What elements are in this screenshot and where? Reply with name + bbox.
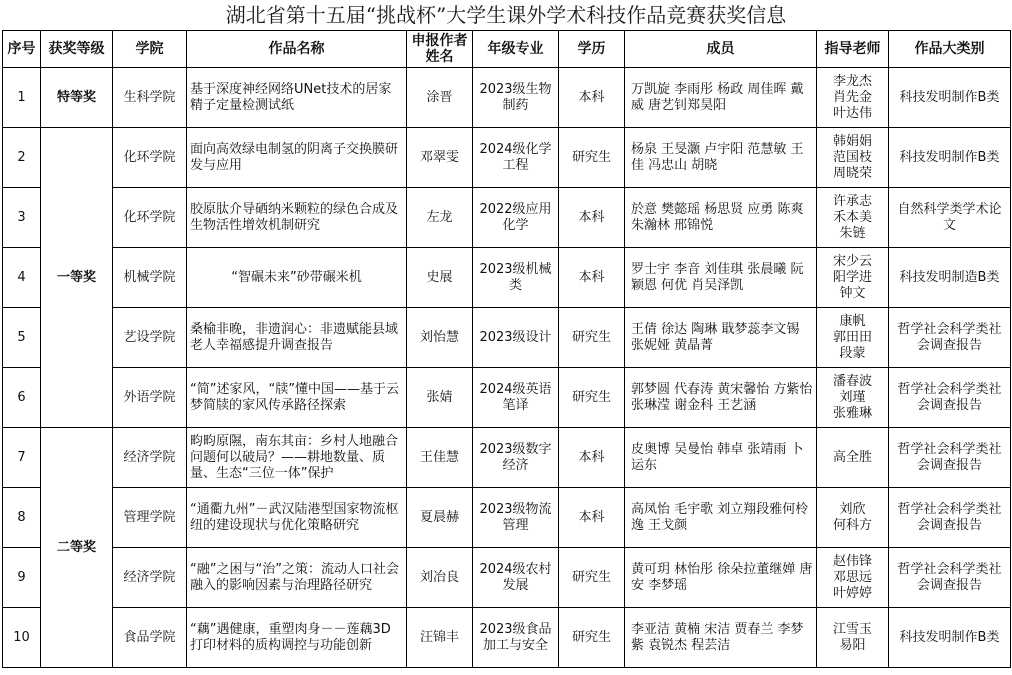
row-category: 哲学社会科学类社会调查报告 [889,428,1011,488]
table-row [3,608,1011,668]
table-row [3,308,1011,368]
row-work: “藕”遇健康，重塑肉身－－莲藕3D打印材料的质构调控与功能创新 [187,608,407,668]
row-category: 科技发明制造B类 [889,248,1011,308]
row-category: 哲学社会科学类社会调查报告 [889,368,1011,428]
advisor: 李龙杰 [832,73,872,89]
row-grade: 2023级生物制药 [473,68,559,128]
row-members: 杨泉 王旻灏 卢宇阳 范慧敏 王佳 冯忠山 胡晓 [625,128,817,188]
awards-table [2,30,1011,668]
header-members: 成员 [625,31,817,68]
advisor: 段蒙 [839,345,866,361]
row-college: 食品学院 [113,608,187,668]
row-members: 黄可玥 林怡彤 徐朵拉董继婵 唐安 李梦瑶 [625,548,817,608]
row-degree: 本科 [559,188,625,248]
row-author: 邓翠雯 [407,128,473,188]
row-degree: 研究生 [559,308,625,368]
row-college: 机械学院 [113,248,187,308]
row-advisors [817,488,889,548]
row-author: 史展 [407,248,473,308]
row-college: 管理学院 [113,488,187,548]
advisor: 张雅琳 [832,405,872,421]
row-members: 高凤怡 毛宇歌 刘立翔段雅何柃逸 王戈颜 [625,488,817,548]
row-work: “融”之困与“治”之策：流动人口社会融入的影响因素与治理路径研究 [187,548,407,608]
row-work: “简”述家风，“牍”懂中国——基于云梦简牍的家风传承路径探索 [187,368,407,428]
row-degree: 研究生 [559,548,625,608]
row-advisors [817,368,889,428]
advisor: 何科方 [832,517,872,533]
row-degree: 本科 [559,68,625,128]
row-advisors [817,128,889,188]
advisor: 禾本美 [832,209,872,225]
row-college: 化环学院 [113,128,187,188]
row-work: 基于深度神经网络UNet技术的居家精子定量检测试纸 [187,68,407,128]
table-row [3,368,1011,428]
row-work: 桑榆非晚，非遗润心：非遗赋能县域老人幸福感提升调查报告 [187,308,407,368]
advisor: 宋少云 [832,253,872,269]
table-row [3,188,1011,248]
row-advisors [817,248,889,308]
row-college: 外语学院 [113,368,187,428]
row-members: 李亚洁 黄楠 宋洁 贾春兰 李梦紫 袁锐杰 程芸洁 [625,608,817,668]
table-row [3,548,1011,608]
advisor: 郭田田 [832,329,872,345]
advisor: 潘春波 [832,373,872,389]
row-members: 皮奥博 吴曼怡 韩卓 张靖雨 卜运东 [625,428,817,488]
row-no: 5 [3,308,41,368]
row-advisors [817,68,889,128]
row-advisors [817,308,889,368]
advisor: 高全胜 [832,449,872,465]
row-degree: 研究生 [559,608,625,668]
row-members: 王倩 徐达 陶琳 戢梦蕊李文锡 张妮娅 黄晶菁 [625,308,817,368]
row-grade: 2023级数字经济 [473,428,559,488]
row-degree: 本科 [559,248,625,308]
advisor: 周晓荣 [832,165,872,181]
award-level-special: 特等奖 [41,68,113,128]
row-author: 涂晋 [407,68,473,128]
advisor: 朱链 [839,225,866,241]
award-level-second: 二等奖 [41,428,113,668]
advisor: 刘瑾 [839,389,866,405]
table-row [3,488,1011,548]
table-row [3,128,1011,188]
row-advisors [817,608,889,668]
award-level-first: 一等奖 [41,128,113,428]
row-grade: 2023级食品加工与安全 [473,608,559,668]
row-advisors [817,188,889,248]
row-grade: 2023级物流管理 [473,488,559,548]
row-no: 1 [3,68,41,128]
row-degree: 本科 [559,488,625,548]
page-title: 湖北省第十五届“挑战杯”大学生课外学术科技作品竞赛获奖信息 [225,3,787,27]
row-author: 王佳慧 [407,428,473,488]
row-no: 7 [3,428,41,488]
row-college: 生科学院 [113,68,187,128]
header-row [3,31,1011,68]
row-category: 科技发明制作B类 [889,68,1011,128]
row-college: 化环学院 [113,188,187,248]
row-grade: 2024级农村发展 [473,548,559,608]
row-no: 9 [3,548,41,608]
row-no: 3 [3,188,41,248]
row-no: 2 [3,128,41,188]
row-category: 自然科学类学术论文 [889,188,1011,248]
header-no: 序号 [3,31,41,68]
advisor: 康帆 [839,313,866,329]
row-author: 张婧 [407,368,473,428]
row-members: 於意 樊懿瑶 杨思贤 应勇 陈爽 朱瀚林 邢锦悦 [625,188,817,248]
header-level: 获奖等级 [41,31,113,68]
row-no: 10 [3,608,41,668]
header-author: 申报作者姓名 [407,31,473,68]
table-row [3,68,1011,128]
row-work: 胶原肽介导硒纳米颗粒的绿色合成及生物活性增效机制研究 [187,188,407,248]
row-category: 科技发明制作B类 [889,128,1011,188]
row-degree: 研究生 [559,128,625,188]
advisor: 邓思远 [832,569,872,585]
header-college: 学院 [113,31,187,68]
row-members: 万凯旋 李雨彤 杨政 周佳晖 戴威 唐艺钊郑昊阳 [625,68,817,128]
advisor: 许承志 [832,193,872,209]
row-category: 哲学社会科学类社会调查报告 [889,308,1011,368]
advisor: 钟文 [839,285,866,301]
row-grade: 2023级机械类 [473,248,559,308]
row-grade: 2024级化学工程 [473,128,559,188]
row-category: 哲学社会科学类社会调查报告 [889,548,1011,608]
row-degree: 本科 [559,428,625,488]
header-degree: 学历 [559,31,625,68]
row-college: 经济学院 [113,428,187,488]
header-category: 作品大类别 [889,31,1011,68]
advisor: 阳学进 [832,269,872,285]
row-work: “智碾未来”砂带碾米机 [187,248,407,308]
row-author: 刘冶良 [407,548,473,608]
row-work: “通衢九州”－武汉陆港型国家物流枢纽的建设现状与优化策略研究 [187,488,407,548]
row-category: 哲学社会科学类社会调查报告 [889,488,1011,548]
table-row [3,428,1011,488]
row-author: 刘怡慧 [407,308,473,368]
row-author: 汪锦丰 [407,608,473,668]
row-members: 罗士宇 李音 刘佳琪 张晨曦 阮颖恩 何优 肖吴泽凯 [625,248,817,308]
row-grade: 2022级应用化学 [473,188,559,248]
row-degree: 研究生 [559,368,625,428]
row-grade: 2023级设计 [473,308,559,368]
row-advisors [817,548,889,608]
header-work: 作品名称 [187,31,407,68]
table-row [3,248,1011,308]
advisor: 韩娟娟 [832,133,872,149]
advisor: 肖先金 [832,89,872,105]
row-no: 8 [3,488,41,548]
row-college: 艺设学院 [113,308,187,368]
advisor: 叶达伟 [832,105,872,121]
advisor: 易阳 [839,637,866,653]
advisor: 刘欣 [839,501,866,517]
row-category: 科技发明制作B类 [889,608,1011,668]
advisor: 江雪玉 [832,621,872,637]
header-grade: 年级专业 [473,31,559,68]
row-work: 面向高效绿电制氢的阴离子交换膜研发与应用 [187,128,407,188]
header-advisors: 指导老师 [817,31,889,68]
row-no: 4 [3,248,41,308]
row-members: 郭梦圆 代春涛 黄宋馨怡 方紫怡 张琳滢 谢金科 王艺涵 [625,368,817,428]
row-no: 6 [3,368,41,428]
row-author: 左龙 [407,188,473,248]
row-advisors [817,428,889,488]
row-author: 夏晨赫 [407,488,473,548]
advisor: 范国枝 [832,149,872,165]
advisor: 叶婷婷 [832,585,872,601]
row-college: 经济学院 [113,548,187,608]
advisor: 赵伟锋 [832,553,872,569]
row-work: 畇畇原隰，南东其亩：乡村人地融合问题何以破局？——耕地数量、质量、生态“三位一体”保护 [187,428,407,488]
row-grade: 2024级英语笔译 [473,368,559,428]
